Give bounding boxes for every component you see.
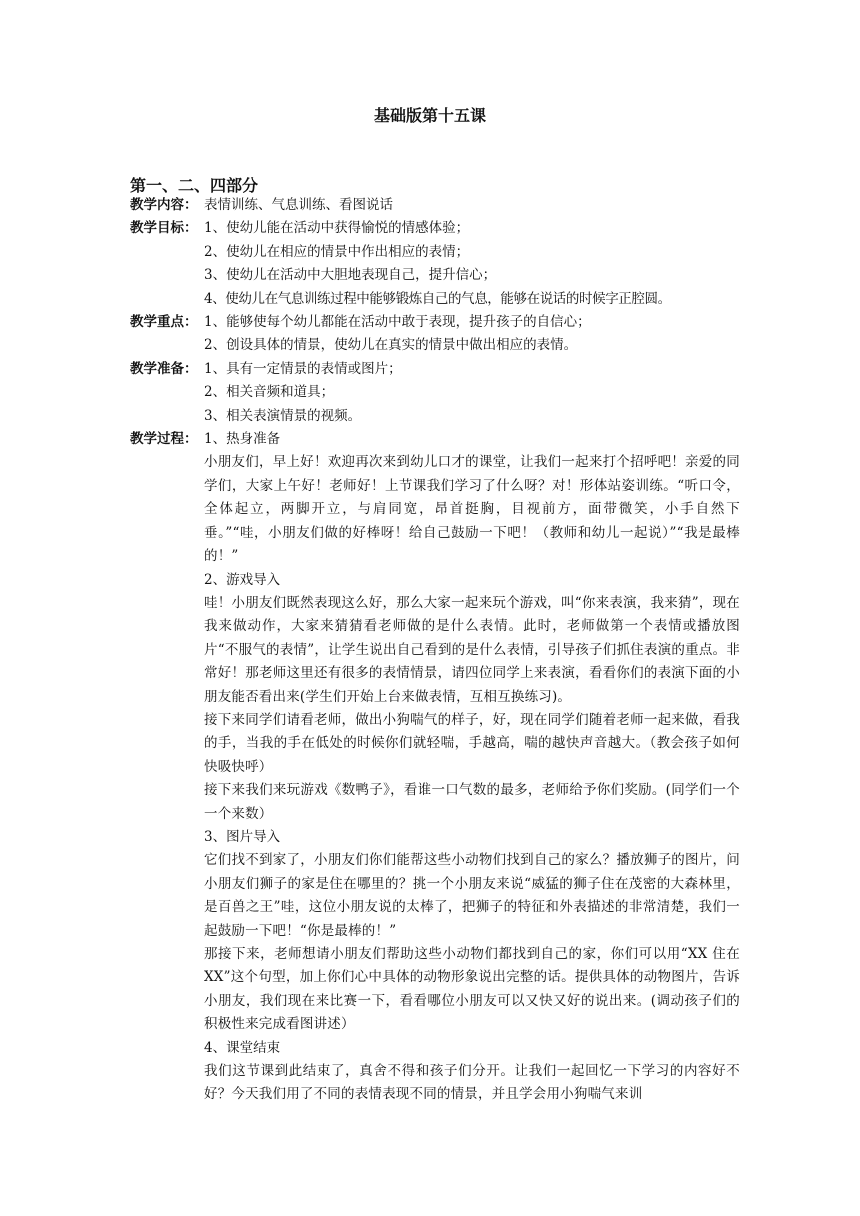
step-paragraph: 它们找不到家了，小朋友们你们能帮这些小动物们找到自己的家么？播放狮子的图片，问小朋友们狮子的家是住在哪里的？挑一个小朋友来说“威猛的狮子住在茂密的大森林里，是百兽之王”哇，这位小朋友说的太棒了，把狮子的特征和外表描述的非常清楚，我们一起鼓励一下吧！“你是最棒的！” — [204, 852, 740, 939]
process-body — [130, 451, 740, 1106]
step-title: 1、热身准备 — [204, 431, 281, 448]
lesson-body — [130, 194, 740, 1107]
preparation-row — [130, 358, 740, 428]
teaching-goals-row — [130, 217, 740, 311]
process-label: 教学过程： — [130, 431, 198, 448]
preparation-item: 1、具有一定情景的表情或图片； — [204, 360, 402, 377]
key-points-row — [130, 311, 740, 358]
preparation-item: 3、相关表演情景的视频。 — [204, 407, 362, 424]
step-paragraph: 小朋友们，早上好！欢迎再次来到幼儿口才的课堂，让我们一起来打个招呼吧！亲爱的同学们，大家上午好！老师好！上节课我们学习了什么呀？对！形体站姿训练。“听口令，全体起立，两脚开立，与肩同宽，昂首挺胸，目视前方，面带微笑，小手自然下垂。”“哇，小朋友们做的好棒呀！给自己鼓励一下吧！（教师和幼儿一起说）”“我是最棒的！” — [204, 454, 740, 565]
teaching-content-label: 教学内容： — [130, 197, 198, 213]
step-paragraph: 哇！小朋友们既然表现这么好，那么大家一起来玩个游戏，叫“你来表演，我来猜”，现在我来做动作，大家来猜猜看老师做的是什么表情。此时，老师做第一个表情或播放图片“不服气的表情”，让学生说出自己看到的是什么表情，引导孩子们抓住表演的重点。非常好！那老师这里还有很多的表情情景，请四位同学上来表演，看看你们的表演下面的小朋友能否看出来(学生们开始上台来做表情，互相互换练习)。 — [204, 594, 740, 705]
goal-item: 3、使幼儿在活动中大胆地表现自己，提升信心； — [204, 267, 497, 284]
step-title: 3、图片导入 — [204, 828, 281, 845]
step-paragraph: 接下来我们来玩游戏《数鸭子》，看谁一口气数的最多，老师给予你们奖励。(同学们一个一个来数） — [204, 782, 740, 822]
key-point-item: 1、能够使每个幼儿都能在活动中敢于表现，提升孩子的自信心； — [204, 314, 591, 331]
goal-item: 2、使幼儿在相应的情景中作出相应的表情； — [204, 243, 470, 260]
key-point-item: 2、创设具体的情景，使幼儿在真实的情景中做出相应的表情。 — [204, 337, 578, 354]
section-heading: 第一、二、四部分 — [130, 176, 259, 195]
step-paragraph: 接下来同学们请看老师，做出小狗喘气的样子，好，现在同学们随着老师一起来做，看我的手，当我的手在低处的时候你们就轻喘，手越高，喘的越快声音越大。（教会孩子如何快吸快呼） — [204, 711, 740, 775]
preparation-label: 教学准备： — [130, 360, 198, 377]
teaching-content-text: 表情训练、气息训练、看图说话 — [204, 197, 393, 213]
goal-item: 4、使幼儿在气息训练过程中能够锻炼自己的气息，能够在说话的时候字正腔圆。 — [204, 290, 671, 307]
key-points-label: 教学重点： — [130, 314, 198, 331]
step-title: 2、游戏导入 — [204, 571, 281, 588]
page-title: 基础版第十五课 — [373, 106, 486, 125]
step-paragraph: 我们这节课到此结束了，真舍不得和孩子们分开。让我们一起回忆一下学习的内容好不好？今天我们用了不同的表情表现不同的情景，并且学会用小狗喘气来训 — [204, 1063, 740, 1103]
process-row — [130, 428, 740, 451]
preparation-item: 2、相关音频和道具； — [204, 384, 335, 401]
goal-item: 1、使幼儿能在活动中获得愉悦的情感体验； — [204, 220, 470, 237]
step-paragraph: 那接下来，老师想请小朋友们帮助这些小动物们都找到自己的家，你们可以用“XX 住在 XX”这个句型，加上你们心中具体的动物形象说出完整的话。提供具体的动物图片，告诉小朋友，我们现在来比赛一下，看看哪位小朋友可以又快又好的说出来。(调动孩子们的积极性来完成看图讲述） — [204, 946, 740, 1033]
step-title: 4、课堂结束 — [204, 1039, 281, 1056]
teaching-goals-label: 教学目标： — [130, 220, 198, 237]
teaching-content-row — [130, 194, 740, 217]
